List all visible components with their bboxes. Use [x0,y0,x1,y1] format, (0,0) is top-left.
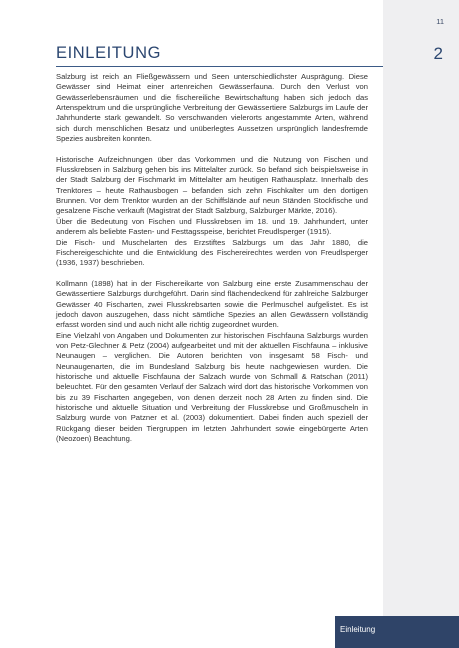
body-text [56,72,368,444]
footer-section-label: Einleitung [340,625,376,634]
paragraph-erzstift: Die Fisch- und Muschelarten des Erzstiftes Salzburgs um das Jahr 1880, die Fischereigeschichte und die Entwicklung des Fischereirechtes werden von Freudlsperger (1936, 1937) beschrieben. [56,237,368,268]
right-sidebar [383,0,459,648]
paragraph-intro: Salzburg ist reich an Fließgewässern und Seen unterschiedlichster Ausprägung. Diese Gewässer sind Heimat einer artenreichen Gewässerfauna. Durch den Verlust von Gewässerlebensräumen und die fischereiliche Bewirtschaftung haben sich jedoch das Artenspektrum und die ursprüngliche Verbreitung der Gewässertiere Salzburgs im Laufe der Jahrhunderte stark gewandelt. So verschwanden vielerorts angestammte Arten, während sich durch menschlichen Besatz und unüberlegtes Aussetzen ursprünglich landesfremde Spezies ausbreiten konnten. [56,72,368,144]
footer-section-tab [335,616,459,648]
paragraph-history: Historische Aufzeichnungen über das Vorkommen und die Nutzung von Fischen und Flusskrebsen in Salzburg gehen bis ins Mittelalter zurück. So befand sich beispielsweise in der Stadt Salzburg der Fischmarkt im Mittelalter am heutigen Rathausplatz. Innerhalb des Trenktores – heute Rathausbogen – befanden sich zehn Fischkalter um den dortigen Brunnen. Vor dem Trenktor wurden an der Schiffslände auf neun Ständen Stockfische und gesalzene Fische verkauft (Magistrat der Stadt Salzburg, Salzburger Märkte, 2016). [56,154,368,216]
paragraph-kollmann: Kollmann (1898) hat in der Fischereikarte von Salzburg eine erste Zusammenschau der Gewässertiere Salzburgs durchgeführt. Darin sind flächendeckend für zahlreiche Salzburger Gewässer 40 Fischarten, zwei Flusskrebsarten sowie die Perlmuschel aufgelistet. Es ist jedoch davon auszugehen, dass nicht sämtliche Spezies an allen Gewässern vollständig erfasst worden sind und auch nicht alle richtig zugeordnet wurden. [56,278,368,330]
paragraph-literature: Eine Vielzahl von Angaben und Dokumenten zur historischen Fischfauna Salzburgs wurden von Petz-Glechner & Petz (2004) aufgearbeitet und mit der aktuellen Fischfauna – inklusive Neunaugen – verglichen. Die Autoren berichten von insgesamt 58 Fisch- und Neunaugenarten, die im Bundesland Salzburg bis heute nachgewiesen wurden. Die historische und aktuelle Fischfauna der Salzach wurde von Schmall & Ratschan (2011) beleuchtet. Für den gesamten Verlauf der Salzach wird dort das historische Vorkommen von bis zu 39 Fischarten angegeben, von denen derzeit noch 28 Arten zu finden sind. Die historische und aktuelle Situation und Verbreitung der Flusskrebse und Großmuscheln in Salzburg wurde von Patzner et al. (2003) dokumentiert. Dabei finden auch speziell der Rückgang dieser beiden Tiergruppen im letzten Jahrhundert sowie eingebürgerte Arten (Neozoen) Beachtung. [56,330,368,444]
page-number: 11 [436,17,444,26]
chapter-number: 2 [433,44,443,63]
paragraph-18th-century: Über die Bedeutung von Fischen und Flusskrebsen im 18. und 19. Jahrhundert, unter anderem als beliebte Fasten- und Festtagsspeise, berichtet Freudlsperger (1915). [56,216,368,237]
page-title: EINLEITUNG [56,44,162,62]
title-divider [56,66,383,67]
